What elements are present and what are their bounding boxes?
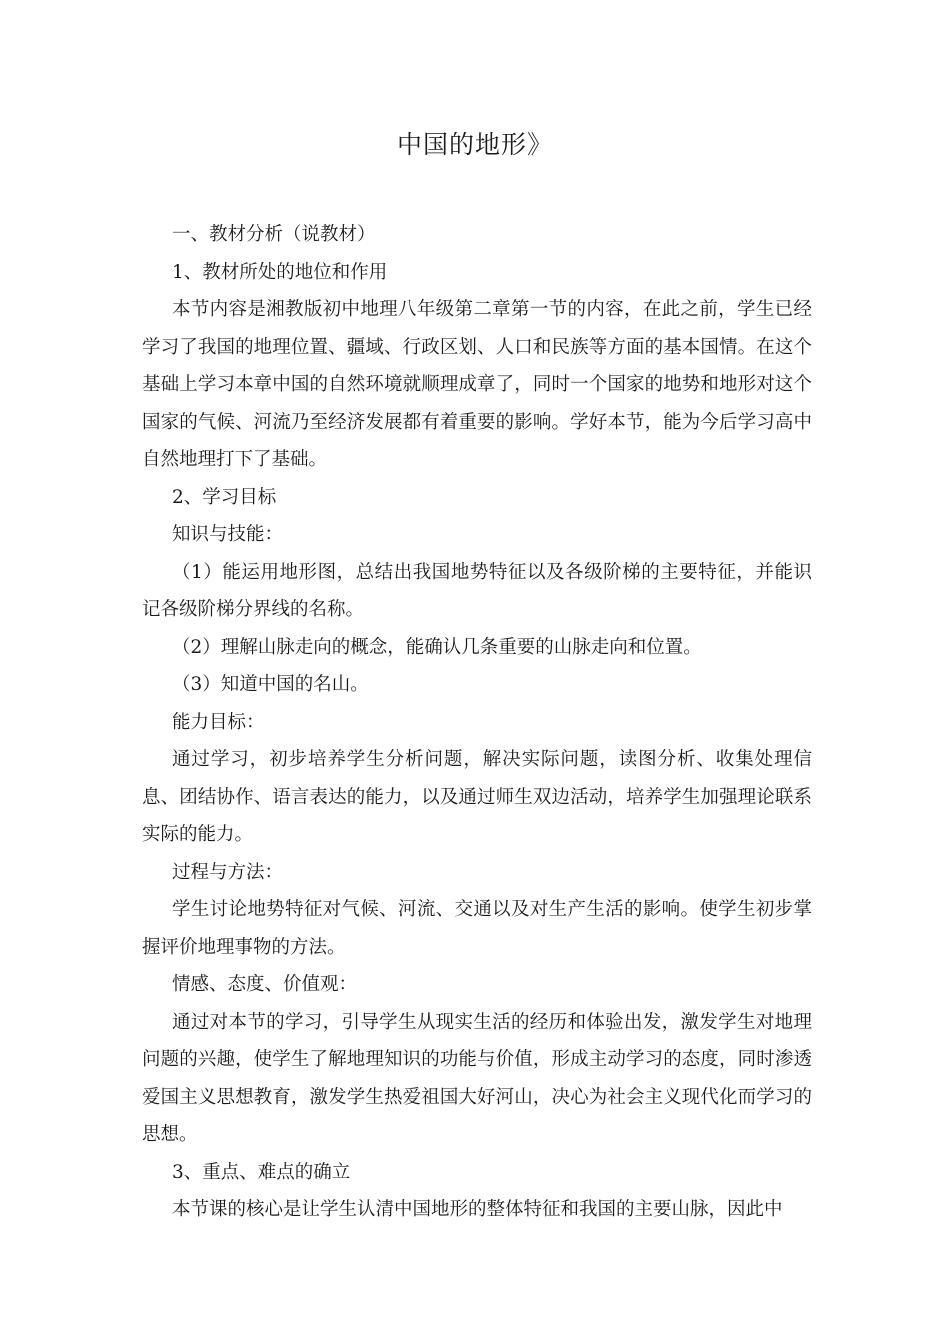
paragraph: 通过对本节的学习，引导学生从现实生活的经历和体验出发，激发学生对地理问题的兴趣，使学生了解地理知识的功能与价值，形成主动学习的态度，同时渗透爱国主义思想教育，激发学生热爱祖国大好河山，决心为社会主义现代化而学习的思想。 <box>142 1011 812 1145</box>
paragraph: 本节课的核心是让学生认清中国地形的整体特征和我国的主要山脉，因此中 <box>172 1199 783 1220</box>
paragraph: 本节内容是湘教版初中地理八年级第二章第一节的内容，在此之前，学生已经学习了我国的地理位置、疆域、行政区划、人口和民族等方面的基本国情。在这个基础上学习本章中国的自然环境就顺理成章了，同时一个国家的地势和地形对这个国家的气候、河流乃至经济发展都有着重要的影响。学好本节，能为今后学习高中自然地理打下了基础。 <box>142 299 812 470</box>
document-title: 中国的地形》 <box>396 130 553 159</box>
paragraph-label: 过程与方法： <box>172 861 284 883</box>
subsection-heading: 2、学习目标 <box>172 486 277 508</box>
paragraph-label: 情感、态度、价值观： <box>172 974 358 995</box>
document-body <box>142 216 812 1229</box>
list-item: （1）能运用地形图，总结出我国地势特征以及各级阶梯的主要特征，并能识记各级阶梯分界线的名称。 <box>142 561 812 620</box>
subsection-heading: 1、教材所处的地位和作用 <box>172 261 388 283</box>
paragraph: 通过学习，初步培养学生分析问题，解决实际问题，读图分析、收集处理信息、团结协作、语言表达的能力，以及通过师生双边活动，培养学生加强理论联系实际的能力。 <box>142 749 812 845</box>
subsection-heading: 3、重点、难点的确立 <box>172 1161 351 1183</box>
paragraph-label: 知识与技能： <box>172 524 284 545</box>
list-item: （3）知道中国的名山。 <box>172 674 369 695</box>
paragraph-label: 能力目标： <box>172 711 265 733</box>
section-heading: 一、教材分析（说教材） <box>172 224 376 245</box>
paragraph: 学生讨论地势特征对气候、河流、交通以及对生产生活的影响。使学生初步掌握评价地理事物的方法。 <box>142 899 812 958</box>
list-item: （2）理解山脉走向的概念，能确认几条重要的山脉走向和位置。 <box>172 636 702 658</box>
